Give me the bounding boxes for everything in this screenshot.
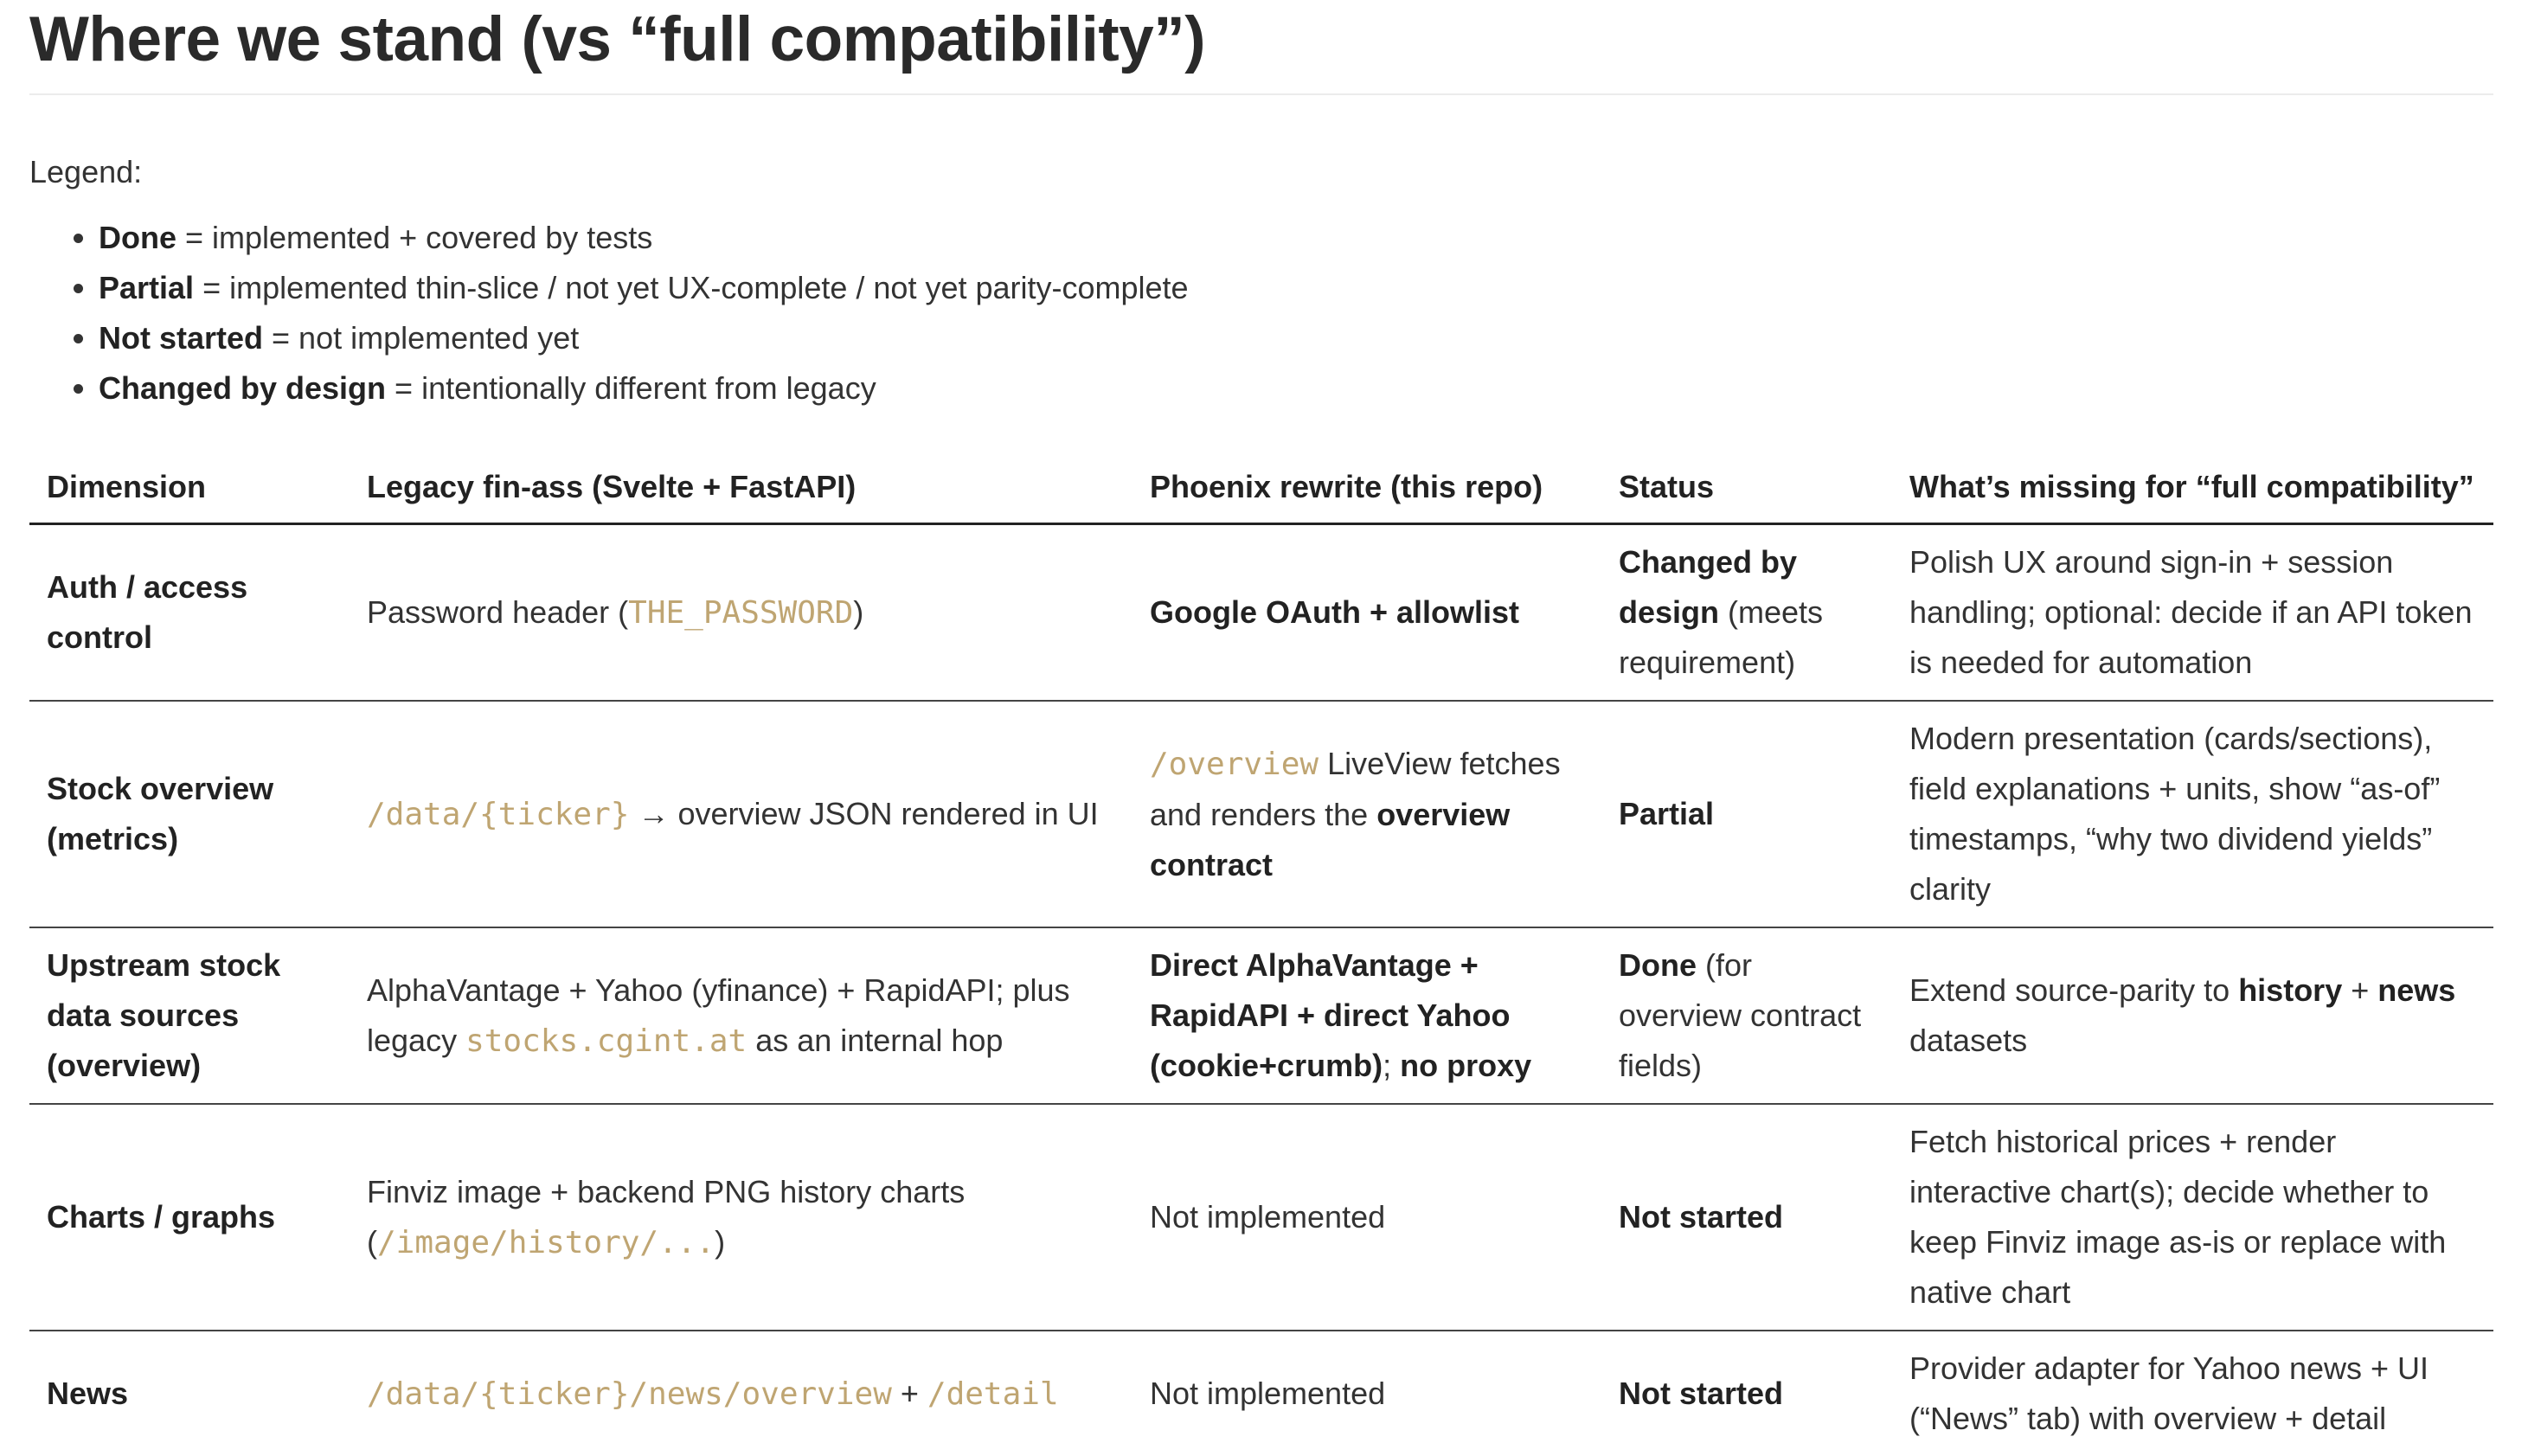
bold-text: news [2377, 972, 2456, 1008]
legend-term: Partial [99, 270, 195, 305]
cell-text: ) [853, 593, 864, 630]
bold-text: no proxy [1400, 1048, 1532, 1083]
status-label: Changed by design [1619, 544, 1798, 630]
code-snippet: stocks.cgint.at [465, 1023, 747, 1059]
cell-text: Password header ( [367, 593, 629, 630]
legend-item-done [99, 213, 2525, 263]
cell-dimension: Charts / graphs [29, 1104, 350, 1331]
legend-label: Legend: [29, 154, 143, 189]
cell-status [1601, 1331, 1892, 1456]
cell-status [1601, 524, 1892, 702]
legend-desc: = implemented thin-slice / not yet UX-complete / not yet parity-complete [194, 270, 1189, 305]
cell-status [1601, 1104, 1892, 1331]
legend-list [29, 213, 2525, 414]
code-snippet: /data/{ticker}/news/overview [367, 1376, 892, 1412]
header-status: Status [1601, 450, 1892, 524]
header-missing: What’s missing for “full compatibility” [1892, 450, 2493, 524]
code-snippet: /data/{ticker} [367, 796, 630, 832]
header-dimension: Dimension [29, 450, 350, 524]
cell-dimension: Auth / access control [29, 524, 350, 702]
status-note: (meets requirement) [1619, 594, 1824, 680]
legend-desc: = implemented + covered by tests [176, 220, 653, 255]
cell-dimension: Stock overview (metrics) [29, 701, 350, 927]
cell-text: LiveView fetches and renders the [1150, 745, 1561, 832]
table-row [29, 524, 2493, 702]
cell-phoenix [1132, 1331, 1601, 1456]
title-divider [29, 93, 2493, 95]
legend-term: Done [99, 220, 176, 255]
cell-legacy [350, 1331, 1132, 1456]
status-label: Done [1619, 947, 1697, 983]
cell-text: + [2342, 972, 2378, 1008]
legend-term: Not started [99, 320, 264, 356]
cell-legacy [350, 927, 1132, 1104]
cell-text: AlphaVantage + Yahoo (yfinance) + RapidAPI; plus legacy [367, 972, 1070, 1058]
table-row [29, 701, 2493, 927]
table-header-row [29, 450, 2493, 524]
cell-text: Fetch historical prices + render interactive chart(s); decide whether to keep Finviz image as-is or replace with native chart [1909, 1124, 2447, 1310]
cell-phoenix [1132, 701, 1601, 927]
cell-phoenix [1132, 1104, 1601, 1331]
bold-text: Google OAuth + allowlist [1150, 594, 1520, 630]
compatibility-table [29, 450, 2493, 1456]
bold-text: overview contract [1150, 796, 1511, 882]
cell-dimension: Upstream stock data sources (overview) [29, 927, 350, 1104]
status-label: Partial [1619, 796, 1715, 831]
cell-legacy [350, 1104, 1132, 1331]
header-legacy: Legacy fin-ass (Svelte + FastAPI) [350, 450, 1132, 524]
legend-item-changed-by-design [99, 363, 2525, 414]
cell-missing [1892, 1331, 2493, 1456]
cell-dimension: News [47, 1376, 129, 1411]
cell-text: → overview JSON rendered in UI [629, 795, 1099, 831]
table-row [29, 927, 2493, 1104]
cell-text: Modern presentation (cards/sections), field explanations + units, show “as-of” timestamps, “why two dividend yields” clarity [1909, 721, 2441, 907]
cell-text: Polish UX around sign-in + session handling; optional: decide if an API token is needed for automation [1909, 544, 2473, 680]
cell-status [1601, 927, 1892, 1104]
code-snippet: /detail [927, 1376, 1059, 1412]
cell-text: datasets [1909, 1023, 2028, 1058]
status-label: Not started [1619, 1199, 1784, 1235]
status-label: Not started [1619, 1376, 1784, 1411]
page-title: Where we stand (vs “full compatibility”) [29, 4, 1206, 74]
status-note: (for overview contract fields) [1619, 947, 1862, 1083]
header-phoenix: Phoenix rewrite (this repo) [1132, 450, 1601, 524]
table-row [29, 1331, 2493, 1456]
cell-text: Not implemented [1150, 1376, 1386, 1411]
code-snippet: /image/history/... [377, 1224, 715, 1260]
cell-missing [1892, 1104, 2493, 1331]
cell-status [1601, 701, 1892, 927]
cell-text: Finviz image + backend PNG history charts ( [367, 1173, 966, 1260]
cell-text: + [891, 1375, 927, 1411]
legend-item-partial [99, 263, 2525, 313]
legend-item-not-started [99, 313, 2525, 363]
cell-text: ; [1383, 1048, 1401, 1083]
code-snippet: /overview [1150, 746, 1319, 782]
table-row [29, 1104, 2493, 1331]
cell-missing [1892, 701, 2493, 927]
bold-text: Direct AlphaVantage + RapidAPI + direct Yahoo (cookie+crumb) [1150, 947, 1511, 1083]
legend-term: Changed by design [99, 370, 387, 406]
cell-text: Not implemented [1150, 1199, 1386, 1235]
code-snippet: THE_PASSWORD [628, 594, 854, 631]
cell-text: ) [715, 1223, 726, 1260]
legend-desc: = not implemented yet [263, 320, 580, 356]
bold-text: history [2238, 972, 2343, 1008]
cell-text: as an internal hop [747, 1022, 1004, 1058]
cell-legacy [350, 524, 1132, 702]
cell-text: Extend source-parity to [1909, 972, 2239, 1008]
cell-phoenix [1132, 927, 1601, 1104]
cell-phoenix [1132, 524, 1601, 702]
cell-legacy [350, 701, 1132, 927]
legend-desc: = intentionally different from legacy [386, 370, 876, 406]
cell-missing [1892, 927, 2493, 1104]
cell-text: Provider adapter for Yahoo news + UI (“News” tab) with overview + detail [1909, 1350, 2429, 1436]
cell-missing [1892, 524, 2493, 702]
